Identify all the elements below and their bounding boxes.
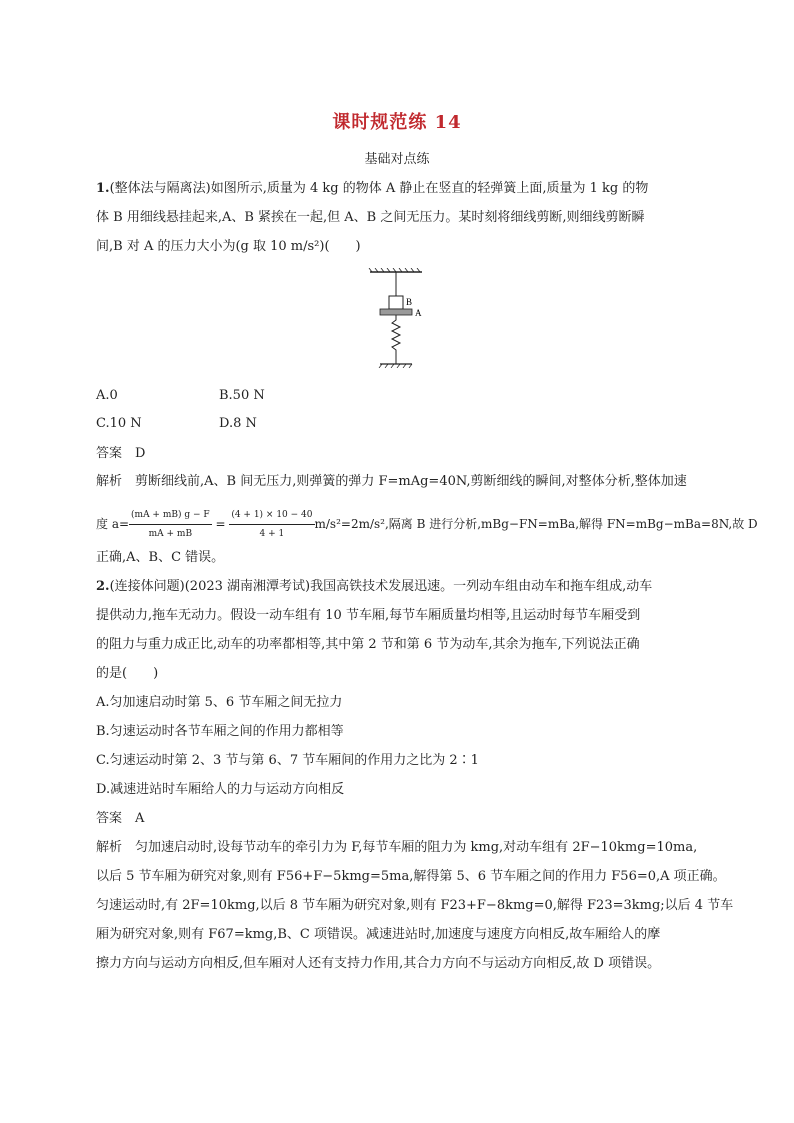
plate-a bbox=[380, 309, 412, 315]
q1-option-b: B.50 N bbox=[219, 388, 265, 403]
fraction-symbolic bbox=[129, 506, 212, 543]
q2-answer: 答案 A bbox=[96, 811, 145, 826]
q2-explanation-line-4: 厢为研究对象,则有 F67=kmg,B、C 项错误。减速进站时,加速度与速度方向相反,故车厢给人的摩 bbox=[96, 927, 661, 942]
q1-stem-line-2: 体 B 用细线悬挂起来,A、B 紧挨在一起,但 A、B 之间无压力。某时刻将细线剪断,则细线剪断瞬 bbox=[96, 210, 645, 225]
fraction-numeric bbox=[229, 506, 314, 543]
fraction-symbolic-numerator: (mA + mB) g − F bbox=[131, 510, 210, 520]
q1-explanation-line-1: 解析 剪断细线前,A、B 间无压力,则弹簧的弹力 F=mAg=40N,剪断细线的瞬间,对整体分析,整体加速 bbox=[96, 474, 687, 489]
ground-hatch bbox=[379, 364, 412, 368]
q2-option-b: B.匀速运动时各节车厢之间的作用力都相等 bbox=[96, 724, 344, 739]
section-subtitle: 基础对点练 bbox=[364, 152, 430, 167]
q1-option-c: C.10 N bbox=[96, 416, 142, 431]
spring-block-diagram bbox=[366, 268, 430, 368]
label-a: A bbox=[415, 308, 422, 318]
q2-line1-text: (连接体问题)(2023 湖南湘潭考试)我国高铁技术发展迅速。一列动车组由动车和拖车组成,动车 bbox=[109, 579, 653, 594]
q2-stem-line-1 bbox=[96, 578, 652, 596]
q2-explanation-line-3: 匀速运动时,有 2F=10kmg,以后 8 节车厢为研究对象,则有 F23+F−8kmg=0,解得 F23=3kmg;以后 4 节车 bbox=[96, 898, 734, 913]
fraction-numeric-denominator: 4 + 1 bbox=[229, 524, 314, 543]
q1-stem-line-1 bbox=[96, 180, 648, 198]
formula-suffix: m/s²=2m/s²,隔离 B 进行分析,mBg−FN=mBa,解得 FN=mBg−mBa=8N,故 D bbox=[314, 517, 758, 531]
q1-number: 1. bbox=[96, 181, 110, 196]
q2-stem-line-2: 提供动力,拖车无动力。假设一动车组有 10 节车厢,每节车厢质量均相等,且运动时每节车厢受到 bbox=[96, 608, 641, 623]
q2-number: 2. bbox=[96, 579, 110, 594]
q2-stem-line-4: 的是( ) bbox=[96, 666, 159, 681]
fraction-symbolic-denominator: mA + mB bbox=[129, 524, 212, 543]
q2-explanation-line-2: 以后 5 节车厢为研究对象,则有 F56+F−5kmg=5ma,解得第 5、6 节车厢之间的作用力 F56=0,A 项正确。 bbox=[96, 869, 726, 884]
label-b: B bbox=[406, 297, 413, 307]
block-b bbox=[389, 296, 403, 309]
q1-option-a: A.0 bbox=[96, 388, 118, 403]
fraction-numeric-numerator: (4 + 1) × 10 − 40 bbox=[231, 510, 313, 520]
q1-explanation-line-3: 正确,A、B、C 错误。 bbox=[96, 550, 225, 565]
q2-option-d: D.减速进站时车厢给人的力与运动方向相反 bbox=[96, 782, 345, 797]
q2-option-a: A.匀加速启动时第 5、6 节车厢之间无拉力 bbox=[96, 695, 343, 710]
q1-answer: 答案 D bbox=[96, 446, 146, 461]
q2-explanation-line-1: 解析 匀加速启动时,设每节动车的牵引力为 F,每节车厢的阻力为 kmg,对动车组有 2F−10kmg=10ma, bbox=[96, 840, 698, 855]
page-title: 课时规范练 14 bbox=[332, 112, 462, 133]
q1-stem-line-3: 间,B 对 A 的压力大小为(g 取 10 m/s²)( ) bbox=[96, 239, 361, 254]
spring bbox=[392, 315, 400, 364]
q2-explanation-line-5: 擦力方向与运动方向相反,但车厢对人还有支持力作用,其合力方向不与运动方向相反,故 D 项错误。 bbox=[96, 956, 661, 971]
q1-line1-text: (整体法与隔离法)如图所示,质量为 4 kg 的物体 A 静止在竖直的轻弹簧上面,质量为 1 kg 的物 bbox=[109, 181, 649, 196]
q1-explanation-formula: 度 a= $\frac{(mA + mB) g - F}{mA + mB}$ = $\frac{(4 + 1) \times 10 - 40}{4 + 1}$ m/s²=2m/s²,隔离 B 进行分析,mBg−FN=mBa,解得 FN=mBg−mBa=8N,故 D bbox=[96, 506, 758, 543]
q2-stem-line-3: 的阻力与重力成正比,动车的功率都相等,其中第 2 节和第 6 节为动车,其余为拖车,下列说法正确 bbox=[96, 637, 640, 652]
q2-option-c: C.匀速运动时第 2、3 节与第 6、7 节车厢间的作用力之比为 2∶1 bbox=[96, 753, 479, 768]
q1-option-d: D.8 N bbox=[219, 416, 257, 431]
formula-prefix: 度 a= bbox=[96, 517, 130, 531]
